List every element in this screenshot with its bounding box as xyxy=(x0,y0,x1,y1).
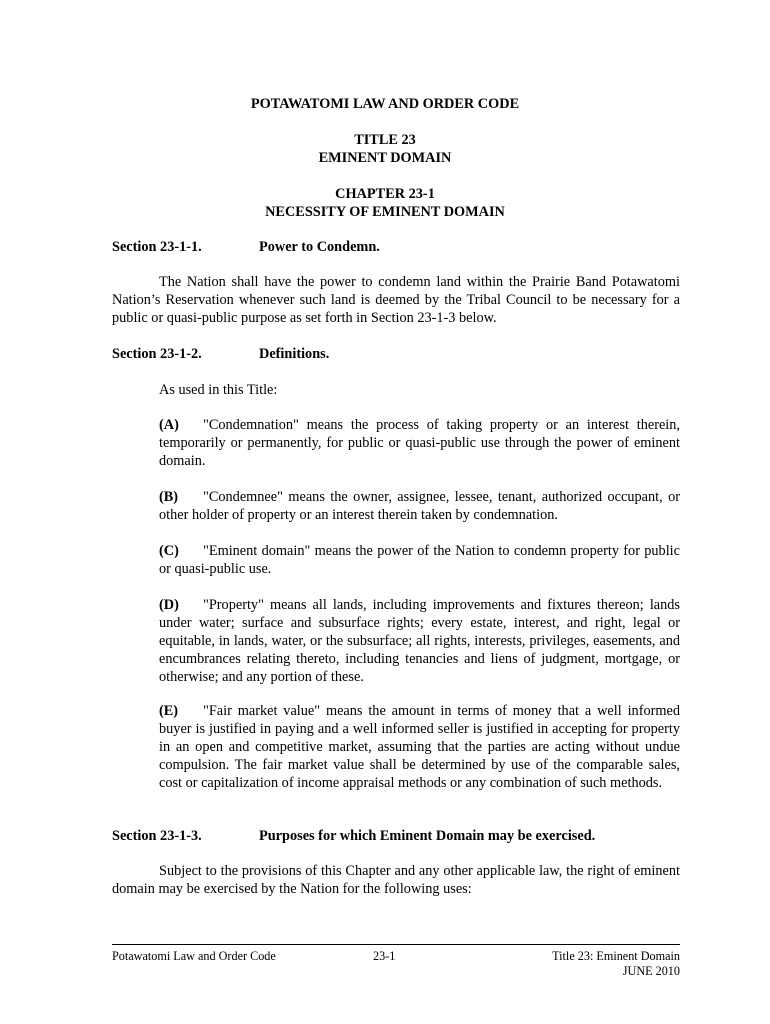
footer-rule xyxy=(112,944,680,945)
footer-date: JUNE 2010 xyxy=(622,964,680,978)
section-body-23-1-1: The Nation shall have the power to condemn land within the Prairie Band Potawatomi Nation’s Reservation whenever such land is deemed by the Tribal Council to be necessary for a public or quasi-public purpose as set forth in Section 23-1-3 below. xyxy=(112,274,680,326)
definition-b xyxy=(159,488,680,524)
title-number: TITLE 23 xyxy=(354,132,416,148)
footer-page-number: 23-1 xyxy=(373,949,396,963)
definition-label: (B) xyxy=(159,489,179,505)
section-title: Purposes for which Eminent Domain may be exercised. xyxy=(259,828,596,844)
section-title: Power to Condemn. xyxy=(259,239,380,255)
title-name: EMINENT DOMAIN xyxy=(318,150,452,166)
chapter-name: NECESSITY OF EMINENT DOMAIN xyxy=(265,204,505,220)
section-heading-23-1-3 xyxy=(112,827,595,845)
section-number: Section 23-1-2. xyxy=(112,346,202,362)
definition-label: (E) xyxy=(159,703,179,719)
definition-label: (A) xyxy=(159,417,179,433)
section-number: Section 23-1-3. xyxy=(112,828,202,844)
definition-d xyxy=(159,596,680,686)
section-heading-23-1-1 xyxy=(112,238,380,256)
definition-a xyxy=(159,416,680,470)
definition-text: "Condemnation" means the process of taking property or an interest therein, temporarily or permanently, for public or quasi-public use through the power of eminent domain. xyxy=(159,417,680,469)
chapter-number: CHAPTER 23-1 xyxy=(335,186,435,202)
definition-text: "Eminent domain" means the power of the Nation to condemn property for public or quasi-public use. xyxy=(159,543,680,577)
definition-label: (D) xyxy=(159,597,179,613)
footer-code-name: Potawatomi Law and Order Code xyxy=(112,949,276,963)
definition-text: "Fair market value" means the amount in terms of money that a well informed buyer is justified in paying and a well informed seller is justified in accepting for property in an open and competitive market, assuming that the parties are acting without undue compulsion. The fair market value shall be determined by use of the comparable sales, cost or capitalization of income appraisal methods or any combination of such methods. xyxy=(159,703,680,791)
section-title: Definitions. xyxy=(259,346,330,362)
definition-label: (C) xyxy=(159,543,179,559)
definition-text: "Condemnee" means the owner, assignee, lessee, tenant, authorized occupant, or other holder of property or an interest therein taken by condemnation. xyxy=(159,489,680,523)
section-heading-23-1-2 xyxy=(112,345,329,363)
definitions-intro: As used in this Title: xyxy=(159,382,278,398)
definition-e xyxy=(159,702,680,792)
section-body-23-1-3: Subject to the provisions of this Chapter and any other applicable law, the right of eminent domain may be exercised by the Nation for the following uses: xyxy=(112,863,680,897)
footer-title: Title 23: Eminent Domain xyxy=(552,949,680,963)
definition-c xyxy=(159,542,680,578)
code-title: POTAWATOMI LAW AND ORDER CODE xyxy=(250,96,520,112)
section-number: Section 23-1-1. xyxy=(112,239,202,255)
definition-text: "Property" means all lands, including improvements and fixtures thereon; lands under water; surface and subsurface rights; every estate, interest, and right, legal or equitable, in lands, water, or the subsurface; all rights, interests, privileges, easements, and encumbrances relating thereto, including tenancies and liens of judgment, mortgage, or otherwise; and any portion of these. xyxy=(159,597,680,685)
